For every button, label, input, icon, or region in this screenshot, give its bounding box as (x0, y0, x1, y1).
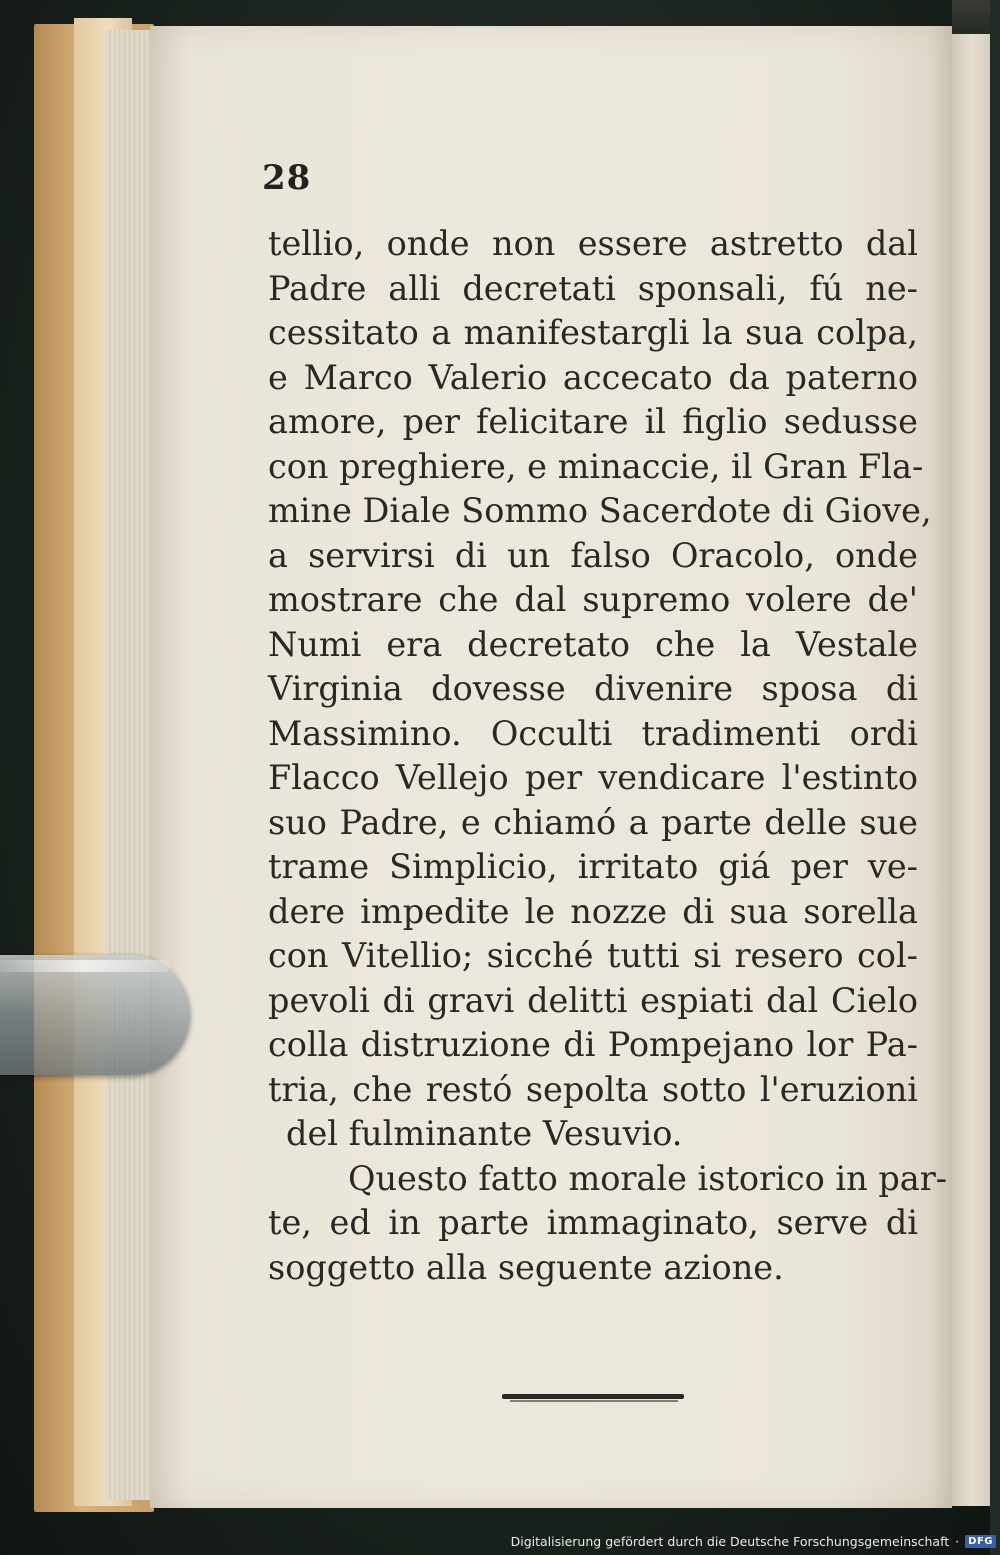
text-line: colla distruzione di Pompejano lor Pa- (268, 1025, 918, 1064)
text-line: amore, per felicitare il figlio sedusse (268, 402, 918, 441)
text-line: cessitato a manifestargli la sua colpa, (268, 313, 918, 352)
page-text (268, 222, 948, 1290)
section-divider-rule-shadow (510, 1400, 678, 1402)
right-margin-dark (990, 0, 1000, 1555)
text-line: Numi era decretato che la Vestale (268, 624, 918, 664)
next-page-edge (952, 34, 992, 1506)
text-line: con Vitellio; sicché tutti si resero col- (268, 936, 918, 975)
text-line: Virginia dovesse divenire sposa di (268, 669, 918, 708)
text-line: te, ed in parte immaginato, serve di (268, 1203, 918, 1242)
text-line: pevoli di gravi delitti espiati dal Cielo (268, 980, 918, 1020)
text-line: e Marco Valerio accecato da paterno (268, 357, 918, 397)
text-line: a servirsi di un falso Oracolo, onde (268, 535, 918, 575)
section-divider-rule (502, 1394, 684, 1399)
paragraph-first-line: Questo fatto morale istorico in par- (348, 1158, 948, 1198)
page-holder-clip (0, 955, 190, 1075)
text-line: del fulminante Vesuvio. (286, 1114, 683, 1153)
text-line: con preghiere, e minaccie, il Gran Fla- (268, 446, 924, 486)
footer-separator: · (955, 1533, 960, 1549)
text-line: mine Diale Sommo Sacerdote di Giove, (268, 491, 932, 530)
text-line: Massimino. Occulti tradimenti ordi (268, 713, 918, 753)
digitization-credit: Digitalisierung gefördert durch die Deutsche Forschungsgemeinschaft (510, 1533, 950, 1549)
page-number: 28 (262, 158, 312, 198)
text-line: dere impedite le nozze di sua sorella (268, 891, 918, 931)
text-line: tria, che restó sepolta sotto l'eruzioni (268, 1069, 918, 1109)
text-line: Padre alli decretati sponsali, fú ne- (268, 268, 918, 308)
page-holder-clip-highlight (0, 960, 170, 972)
text-line: trame Simplicio, irritato giá per ve- (268, 847, 918, 886)
dfg-logo-icon: DFG (965, 1535, 996, 1548)
text-line: suo Padre, e chiamó a parte delle sue (268, 802, 918, 842)
text-line: Flacco Vellejo per vendicare l'estinto (268, 758, 918, 797)
text-line: mostrare che dal supremo volere de' (268, 580, 918, 619)
digitization-footer (511, 1527, 1000, 1555)
text-line: soggetto alla seguente azione. (268, 1247, 784, 1287)
text-line: tellio, onde non essere astretto dal (268, 224, 918, 263)
